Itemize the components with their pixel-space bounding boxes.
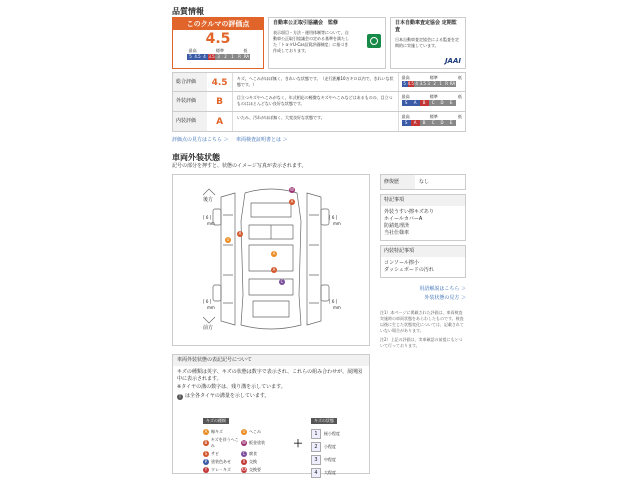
score-card-scale: [187, 54, 263, 60]
state-number: 3: [311, 455, 321, 465]
scale-step: 5: [403, 81, 406, 86]
plus-sign: ＋: [293, 439, 303, 450]
scale-step: E: [447, 120, 456, 126]
scale-caption: 低: [458, 114, 462, 119]
state-number: 2: [311, 442, 321, 452]
special-item: 外装うすい擦キズあり: [384, 209, 434, 215]
state-name: 極小程度: [324, 431, 340, 436]
interior-item: ダッシュボードの汚れ: [384, 267, 434, 273]
state-number: 1: [311, 429, 321, 439]
rating-label: 外装評価: [173, 92, 207, 111]
score-step: 5: [187, 54, 194, 60]
kind-symbol: U: [242, 429, 246, 434]
score-step: 4.5: [194, 54, 201, 59]
rating-value: B: [216, 97, 224, 107]
kind-symbol: C: [242, 451, 246, 456]
scale-step: 3.5: [419, 81, 426, 86]
kind-item: [203, 459, 241, 465]
rating-row: [172, 92, 466, 112]
kind-symbol: S: [204, 451, 208, 456]
rating-desc: 目立つキズやへこみがなく、年式相応の軽微なキズやへこみなどはあるものの、目立つものはほとんどない良好な状態です。: [232, 92, 398, 111]
score-step: 3: [215, 54, 222, 60]
interior-notes-box: [380, 245, 466, 278]
state-item: [311, 468, 361, 478]
rating-row: [172, 112, 466, 132]
special-item: ホイールカバーA: [384, 216, 423, 222]
special-notes-box: [380, 194, 466, 241]
repair-value: なし: [419, 179, 430, 185]
damage-marker[interactable]: A: [290, 199, 294, 204]
kind-item: [241, 437, 279, 449]
state-number: 4: [311, 468, 321, 478]
bracket-right-top: [ 6 ]: [329, 215, 338, 220]
rating-scale: [398, 92, 465, 111]
kind-symbol: XX: [241, 467, 247, 472]
kind-item: [203, 437, 241, 449]
state-item: [311, 429, 361, 439]
scale-caption: 最高: [401, 114, 410, 119]
jaai-logo: JAAI: [444, 57, 461, 65]
cert-body: 表示項目・方法・運用体制等について、自動車公正取引協議会の定める基準を満たした「トヨタU-Car品質評価制度」に基づき作成しております。: [273, 30, 349, 53]
repair-label: 修復歴: [381, 175, 415, 189]
kind-item: [241, 451, 279, 457]
legend-note-1: ※タイヤの溝の数字は、残り溝を示しています。: [177, 384, 286, 390]
kind-name: へこみ: [249, 429, 261, 434]
kind-item: [241, 459, 279, 465]
overall-score-card: [172, 17, 264, 69]
score-about-link[interactable]: 評価点の見方はこちら ＞: [172, 137, 229, 143]
scale-step: RA: [449, 81, 456, 86]
damage-marker[interactable]: C: [280, 279, 284, 284]
scale-caption: 最高: [401, 75, 410, 80]
vehicle-diagram: [172, 174, 370, 346]
damage-marker[interactable]: U: [226, 237, 230, 242]
side-panel: [380, 174, 466, 349]
special-title: 特記事項: [381, 195, 465, 206]
score-step: 2: [222, 54, 229, 60]
kind-item: [241, 429, 279, 435]
rating-scale: [398, 73, 465, 91]
unit-left-bottom: mm: [207, 305, 215, 310]
scale-step: E: [447, 100, 456, 106]
exterior-view-link[interactable]: 外装状態の見方 ＞: [424, 295, 466, 301]
section-title-quality: 品質情報: [172, 7, 204, 16]
scale-caption: 標準: [429, 114, 438, 119]
cert-panel: [268, 17, 386, 69]
note-2: 注2）上記の評価は、実車確認の前提にもとづいて行っております。: [380, 337, 463, 348]
jaai-panel: [390, 17, 466, 69]
rating-label: 総合評価: [173, 73, 207, 91]
special-item: 当社仕様車: [384, 230, 410, 236]
interior-item: コンソール擦小: [384, 260, 419, 266]
unit-left-top: mm: [207, 221, 215, 226]
scale-strip: [402, 120, 462, 126]
state-name: 大程度: [324, 470, 336, 475]
jaai-body: 日本自動車査定協会による監査を定期的に実施しています。: [395, 37, 459, 48]
cert-title: 自動車公正取引協議会 監修: [273, 20, 339, 26]
scale-step: D: [438, 120, 447, 126]
kind-name: ワレ・キズ: [211, 467, 231, 472]
kind-name: キズを伴うへこみ: [210, 437, 239, 448]
scale-step: S: [402, 100, 411, 106]
kind-name: 線キズ: [211, 429, 223, 434]
scale-step: 4.5: [407, 81, 414, 86]
scale-strip: [402, 81, 462, 87]
repair-history-row: [380, 174, 466, 190]
state-name: 小程度: [324, 444, 336, 449]
scale-step: 4: [415, 81, 418, 86]
kind-name: 腐食: [249, 451, 257, 456]
score-step: R: [236, 54, 243, 60]
interior-title: 内装特記事項: [381, 246, 465, 257]
scale-caption: 低: [458, 75, 462, 80]
scale-step: R: [445, 81, 448, 86]
scale-step: 1: [439, 81, 442, 86]
scale-step: 3: [427, 81, 430, 86]
rating-value: 4.5: [211, 78, 228, 88]
kind-name: 板金塗装: [249, 440, 265, 445]
scale-caption: 標準: [429, 94, 438, 99]
tire-icon: T: [178, 393, 182, 399]
damage-marker[interactable]: W: [290, 187, 294, 192]
kind-grid: [203, 429, 279, 473]
kind-item: [203, 429, 241, 435]
kind-name: 交換: [249, 459, 257, 464]
legend-body: キズの種類は英字、キズの状態は数字で表示され、これらの組み合わせが、展開図中に表示されます。: [177, 369, 363, 382]
rear-label: 後方: [203, 197, 214, 203]
cert-about-link[interactable]: 車両検査証明書とは ＞: [236, 137, 288, 143]
legend-note-2: は全各タイヤの溝量を示しています。: [185, 393, 270, 399]
kind-header: キズの種類: [203, 418, 229, 424]
scale-step: B: [420, 120, 429, 126]
state-legend: [311, 407, 361, 481]
score-card-header: このクルマの評価点: [173, 18, 263, 30]
special-list: [381, 206, 465, 240]
kind-name: サビ: [211, 451, 219, 456]
section-title-exterior: 車両外装状態: [172, 153, 220, 162]
score-step: RA: [243, 54, 250, 59]
scale-step: A: [411, 120, 420, 126]
scale-caption: 最高: [401, 94, 410, 99]
rating-row: [172, 72, 466, 92]
score-card-scale-top: 最高 標準 低: [188, 48, 248, 53]
scale-step: A: [411, 100, 420, 106]
state-item: [311, 455, 361, 465]
unit-right-bottom: mm: [333, 305, 341, 310]
kind-symbol: P: [204, 459, 208, 464]
rating-value: A: [216, 117, 224, 127]
kind-legend: [203, 407, 279, 473]
scale-step: 2: [433, 81, 436, 86]
kind-item: [203, 467, 241, 473]
front-label: 前方: [203, 325, 214, 331]
scale-step: C: [429, 100, 438, 106]
bracket-left-bottom: [ 6 ]: [203, 299, 212, 304]
state-header: キズの状態: [311, 418, 337, 424]
kind-name: 塗装色あせ: [211, 459, 231, 464]
state-item: [311, 442, 361, 452]
rating-desc: いたみ、汚れがほぼ無く、大変良好な状態です。: [232, 112, 398, 131]
exterior-subtitle: 記号の部分を押すと、状態のイメージ写真が表示されます。: [172, 163, 307, 169]
rating-scale: [398, 112, 465, 131]
scale-step: C: [429, 120, 438, 126]
kind-symbol: Y: [204, 467, 208, 472]
jaai-title: 日本自動車査定協会 定期監査: [395, 20, 457, 33]
state-list: [311, 429, 361, 478]
rating-label: 内装評価: [173, 112, 207, 131]
kind-symbol: W: [242, 440, 246, 445]
kind-symbol: X: [242, 459, 246, 464]
score-step: 3.5: [208, 54, 215, 59]
special-item: 防錆処理済: [384, 223, 410, 229]
cert-seal-icon: [367, 34, 381, 48]
scale-caption: 標準: [429, 75, 438, 80]
kind-item: [241, 467, 279, 473]
bracket-left-top: [ 6 ]: [203, 215, 212, 220]
scale-caption: 低: [458, 94, 462, 99]
kind-name: 交換要: [249, 467, 261, 472]
damage-marker[interactable]: A: [272, 251, 276, 256]
score-card-value: 4.5: [205, 31, 231, 47]
interior-list: [381, 257, 465, 277]
unit-right-top: mm: [333, 221, 341, 226]
legend-title: 車両外装状態の表記記号について: [173, 355, 369, 366]
score-step: 4: [201, 54, 208, 60]
note-1: 注1）本ページに掲載された評価は、車両検査実施時の車両状態をあらわしたものです。検査以後に生じた状態変化については、記載されていない場合があります。: [380, 310, 464, 333]
kind-symbol: A: [204, 429, 208, 434]
state-name: 中程度: [324, 457, 336, 462]
rating-desc: キズ、へこみがほぼ無く、きれいな状態です。（走行距離10万キロ以内で、きれいな状態です。）: [232, 73, 398, 91]
score-step: 1: [229, 54, 236, 60]
glossary-link[interactable]: 用語解説はこちら ＞: [419, 286, 466, 292]
scale-step: S: [402, 120, 411, 126]
damage-marker[interactable]: A: [272, 267, 276, 272]
bracket-right-bottom: [ 6 ]: [329, 299, 338, 304]
scale-step: B: [420, 100, 429, 106]
scale-step: D: [438, 100, 447, 106]
scale-strip: [402, 100, 462, 106]
damage-marker[interactable]: A: [238, 231, 242, 236]
legend-note-2-row: [173, 392, 369, 401]
legend-panel: [172, 354, 370, 474]
kind-item: [203, 451, 241, 457]
ratings-table: [172, 72, 466, 132]
kind-symbol: B: [204, 440, 208, 445]
